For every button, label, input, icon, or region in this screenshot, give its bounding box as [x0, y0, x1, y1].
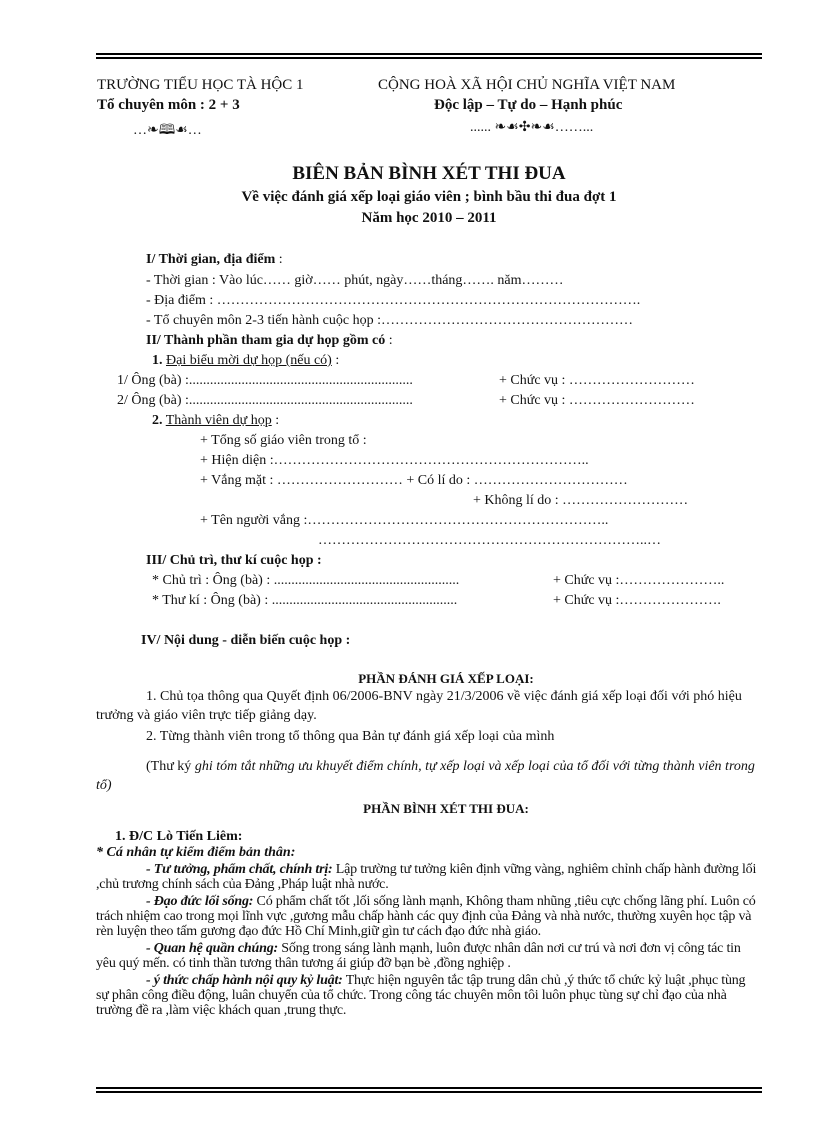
guest-1-role: + Chức vụ : ……………………… — [499, 373, 695, 388]
review-item-ideology: - Tư tưởng, phẩm chất, chính trị: Lập trường tư tưởng kiên định vững vàng, nghiêm chỉnh chấp hành đường lối ,chủ trương chính sách của Đảng ,Pháp luật nhà nước. — [96, 862, 757, 892]
left-ornament: …❧🕮☙… — [133, 123, 202, 138]
meeting-time: - Thời gian : Vào lúc…… giờ…… phút, ngày……tháng……. năm……… — [146, 273, 564, 288]
guest-2-name: 2/ Ông (bà) :................................................................ — [117, 393, 413, 408]
secretary-note: (Thư ký ghi tóm tắt những ưu khuyết điểm chính, tự xếp loại và xếp loại của tổ đối với từng thành viên trong tổ) — [96, 759, 755, 793]
document-title: BIÊN BẢN BÌNH XÉT THI ĐUA — [292, 163, 566, 184]
guest-2-role: + Chức vụ : ……………………… — [499, 393, 695, 408]
chair-name: * Chủ trì : Ông (bà) : ..................................................... — [152, 573, 460, 588]
emulation-heading: PHẦN BÌNH XÉT THI ĐUA: — [363, 801, 529, 816]
secretary-name: * Thư kí : Ông (bà) : ..................................................... — [152, 593, 458, 608]
absent-no-reason: + Không lí do : ……………………… — [473, 493, 689, 508]
meeting-host: - Tổ chuyên môn 2-3 tiến hành cuộc họp :……………………………………………… — [146, 313, 633, 328]
country-name: CỘNG HOÀ XÃ HỘI CHỦ NGHĨA VIỆT NAM — [378, 77, 676, 93]
section-4-heading: IV/ Nội dung - diễn biến cuộc họp : — [141, 633, 351, 648]
teacher-total: + Tổng số giáo viên trong tổ : — [200, 433, 367, 448]
review-item-relations: - Quan hệ quần chúng: Sống trong sáng lành mạnh, luôn được nhân dân nơi cư trú và nơi đơn vị công tác tin yêu quý mến. có tinh thần tương thân tương ái giúp đỡ bạn bè ,đồng nghiệp . — [96, 941, 741, 971]
absent-names: + Tên người vắng :……………………………………………………….. — [200, 513, 609, 528]
person-name: 1. Đ/C Lò Tiến Liêm: — [115, 829, 243, 844]
guest-1-name: 1/ Ông (bà) :................................................................ — [117, 373, 413, 388]
absent-count: + Vắng mặt : ……………………… + Có lí do : …………………………… — [200, 473, 628, 488]
secretary-role: + Chức vụ :…………………. — [553, 593, 721, 608]
invited-guests-heading: 1. Đại biểu mời dự họp (nếu có) : — [152, 353, 340, 368]
present-count: + Hiện diện :………………………………………………………….. — [200, 453, 589, 468]
school-name: TRƯỜNG TIỂU HỌC TÀ HỘC 1 — [97, 77, 304, 93]
evaluation-paragraph-1: 1. Chủ tọa thông qua Quyết định 06/2006-BNV ngày 21/3/2006 về việc đánh giá xếp loại đối với phó hiệu trưởng và giáo viên trực tiếp giảng dạy. — [96, 689, 742, 723]
absent-names-continued: ……………………………………………………………..… — [318, 533, 661, 548]
evaluation-heading: PHẦN ĐÁNH GIÁ XẾP LOẠI: — [358, 671, 534, 686]
review-item-ethics: - Đạo đức lối sống: Có phẩm chất tốt ,lối sống lành mạnh, Không tham nhũng ,tiêu cực chống lãng phí. Luôn có trách nhiệm cao trong mọi lĩnh vực ,gương mẫu chấp hành các quy định của Đảng và nhà nước, thường xuyên học tập và rèn luyện theo tấm gương đạo đức Hồ Chí Minh,giữ gìn tư cách đạo đức nhà giáo. — [96, 894, 756, 939]
self-review-heading: * Cá nhân tự kiểm điểm bản thân: — [96, 845, 296, 860]
document-subtitle: Về việc đánh giá xếp loại giáo viên ; bình bầu thi đua đợt 1 — [241, 189, 617, 205]
section-2-heading: II/ Thành phần tham gia dự họp gồm có : — [146, 333, 393, 348]
review-item-discipline: - ý thức chấp hành nội quy kỷ luật: Thực hiện nguyên tắc tập trung dân chủ ,ý thức tổ chức kỷ luật ,phục tùng sự phân công điều động, luân chuyển của tổ chức. Trong công tác chuyên môn tôi luôn phục tùng sự chỉ đạo của nhà trường đề ra ,làm việc khách quan ,trung thực. — [96, 973, 746, 1018]
top-rule — [96, 53, 762, 61]
evaluation-paragraph-2: 2. Từng thành viên trong tổ thông qua Bản tự đánh giá xếp loại của mình — [146, 729, 555, 744]
motto: Độc lập – Tự do – Hạnh phúc — [434, 97, 623, 113]
school-year: Năm học 2010 – 2011 — [361, 210, 497, 226]
section-3-heading: III/ Chủ trì, thư kí cuộc họp : — [146, 553, 322, 568]
meeting-place: - Địa điểm : ………………………………………………………………………………. — [146, 293, 641, 308]
section-1-heading: I/ Thời gian, địa điểm : — [146, 252, 283, 267]
chair-role: + Chức vụ :………………….. — [553, 573, 725, 588]
right-ornament: ...... ❧☙✣❧☙……... — [470, 120, 594, 135]
members-heading: 2. Thành viên dự họp : — [152, 413, 280, 428]
review-items — [96, 862, 761, 1018]
department-name: Tổ chuyên môn : 2 + 3 — [97, 97, 240, 113]
bottom-rule — [96, 1087, 762, 1095]
